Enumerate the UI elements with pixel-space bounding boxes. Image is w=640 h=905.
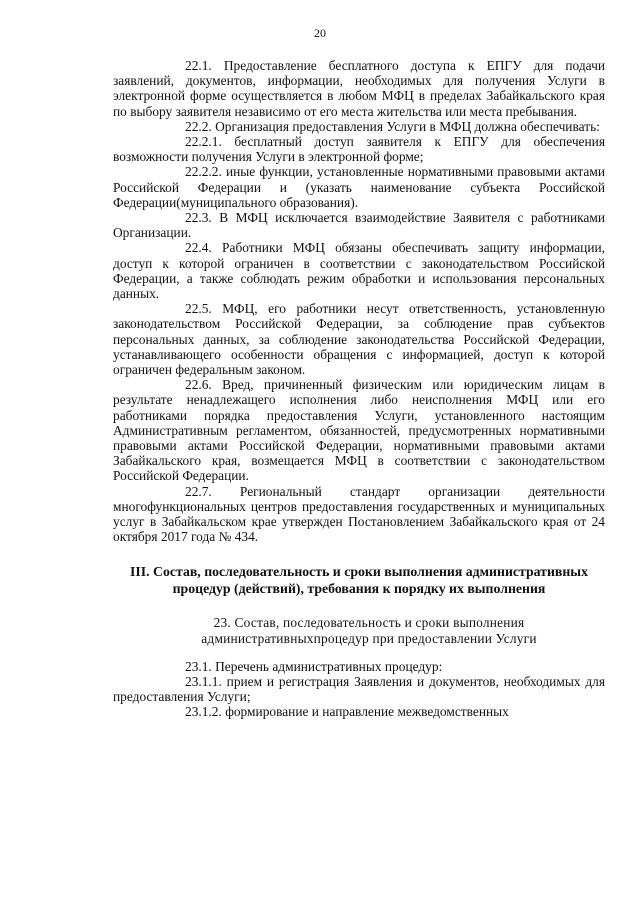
- clause-paragraph: [113, 240, 605, 301]
- clause-text: Перечень административных процедур:: [215, 658, 443, 674]
- clause-paragraph: [113, 164, 605, 210]
- page-number: 20: [314, 26, 326, 40]
- section-title: III. Состав, последовательность и сроки выполнения административных процедур (действий), требования к порядку их выполнения: [130, 563, 588, 596]
- clause-number: 23.1.1.: [185, 673, 222, 689]
- clause-paragraph: [113, 134, 605, 164]
- clauses-23: [113, 659, 605, 720]
- clause-number: 22.1.: [185, 58, 212, 73]
- clause-paragraph: [113, 301, 605, 377]
- clause-number: 22.4.: [185, 240, 212, 256]
- clauses-22: [113, 58, 605, 545]
- clause-number: 22.2.2.: [185, 164, 222, 180]
- clause-text: Работники МФЦ обязаны обеспечивать защиту информации, доступ к которой ограничен в соответствии с законодательством Российской Федерации, а также соблюдать режим обработки и использования персональных данных.: [113, 240, 605, 302]
- clause-number: 23.1.2.: [185, 704, 222, 720]
- document-body: [113, 58, 605, 719]
- clause-paragraph: [113, 674, 605, 704]
- clause-number: 22.2.1.: [185, 134, 222, 150]
- clause-text: иные функции, установленные нормативными правовыми актами Российской Федерации и (указать наименование субъекта Российской Федерации(муниципального образования).: [113, 164, 605, 210]
- clause-number: 22.7.: [185, 483, 212, 499]
- clause-paragraph: [113, 119, 605, 134]
- clause-paragraph: [113, 704, 605, 719]
- clause-text: Организация предоставления Услуги в МФЦ должна обеспечивать:: [215, 118, 600, 134]
- clause-paragraph: [113, 58, 605, 119]
- clause-paragraph: [113, 659, 605, 674]
- clause-text: В МФЦ исключается взаимодействие Заявителя с работниками Организации.: [113, 210, 605, 241]
- clause-paragraph: [113, 484, 605, 545]
- subsection-title: 23. Состав, последовательность и сроки выполнения административныхпроцедур при предоставлении Услуги: [201, 614, 537, 646]
- clause-text: бесплатный доступ заявителя к ЕПГУ для обеспечения возможности получения Услуги в электронной форме;: [113, 134, 605, 165]
- clause-number: 22.5.: [185, 301, 212, 317]
- clause-text: Предоставление бесплатного доступа к ЕПГУ для подачи заявлений, документов, информации, необходимых для получения Услуги в электронной форме осуществляется в любом МФЦ в пределах Забайкальского края по выбору заявителя независимо от его места жительства или места пребывания.: [113, 58, 605, 119]
- clause-text: Вред, причиненный физическим или юридическим лицам в результате ненадлежащего исполнения либо неисполнения МФЦ или его работниками порядка предоставления Услуги, установленного настоящим Административным регламентом, обязанностей, предусмотренных нормативными правовыми актами Российской Федерации, нормативными правовыми актами Забайкальского края, возмещается МФЦ в соответствии с законодательством Российской Федерации.: [113, 377, 605, 484]
- clause-text: МФЦ, его работники несут ответственность, установленную законодательством Российской Федерации, за соблюдение прав субъектов персональных данных, за соблюдение законодательства Российской Федерации, устанавливающего особенности обращения с информацией, доступ к которой ограничен федеральным законом.: [113, 301, 605, 378]
- clause-text: формирование и направление межведомственных: [225, 704, 509, 720]
- clause-number: 22.2.: [185, 118, 212, 134]
- clause-number: 22.6.: [185, 377, 212, 393]
- clause-number: 23.1.: [185, 658, 212, 674]
- clause-number: 22.3.: [185, 210, 212, 226]
- clause-paragraph: [113, 377, 605, 483]
- clause-text: прием и регистрация Заявления и документов, необходимых для предоставления Услуги;: [113, 673, 605, 704]
- clause-text: Региональный стандарт организации деятельности многофункциональных центров предоставления государственных и муниципальных услуг в Забайкальском крае утвержден Постановлением Забайкальского края от 24 октября 2017 года № 434.: [113, 483, 605, 545]
- clause-paragraph: [113, 210, 605, 240]
